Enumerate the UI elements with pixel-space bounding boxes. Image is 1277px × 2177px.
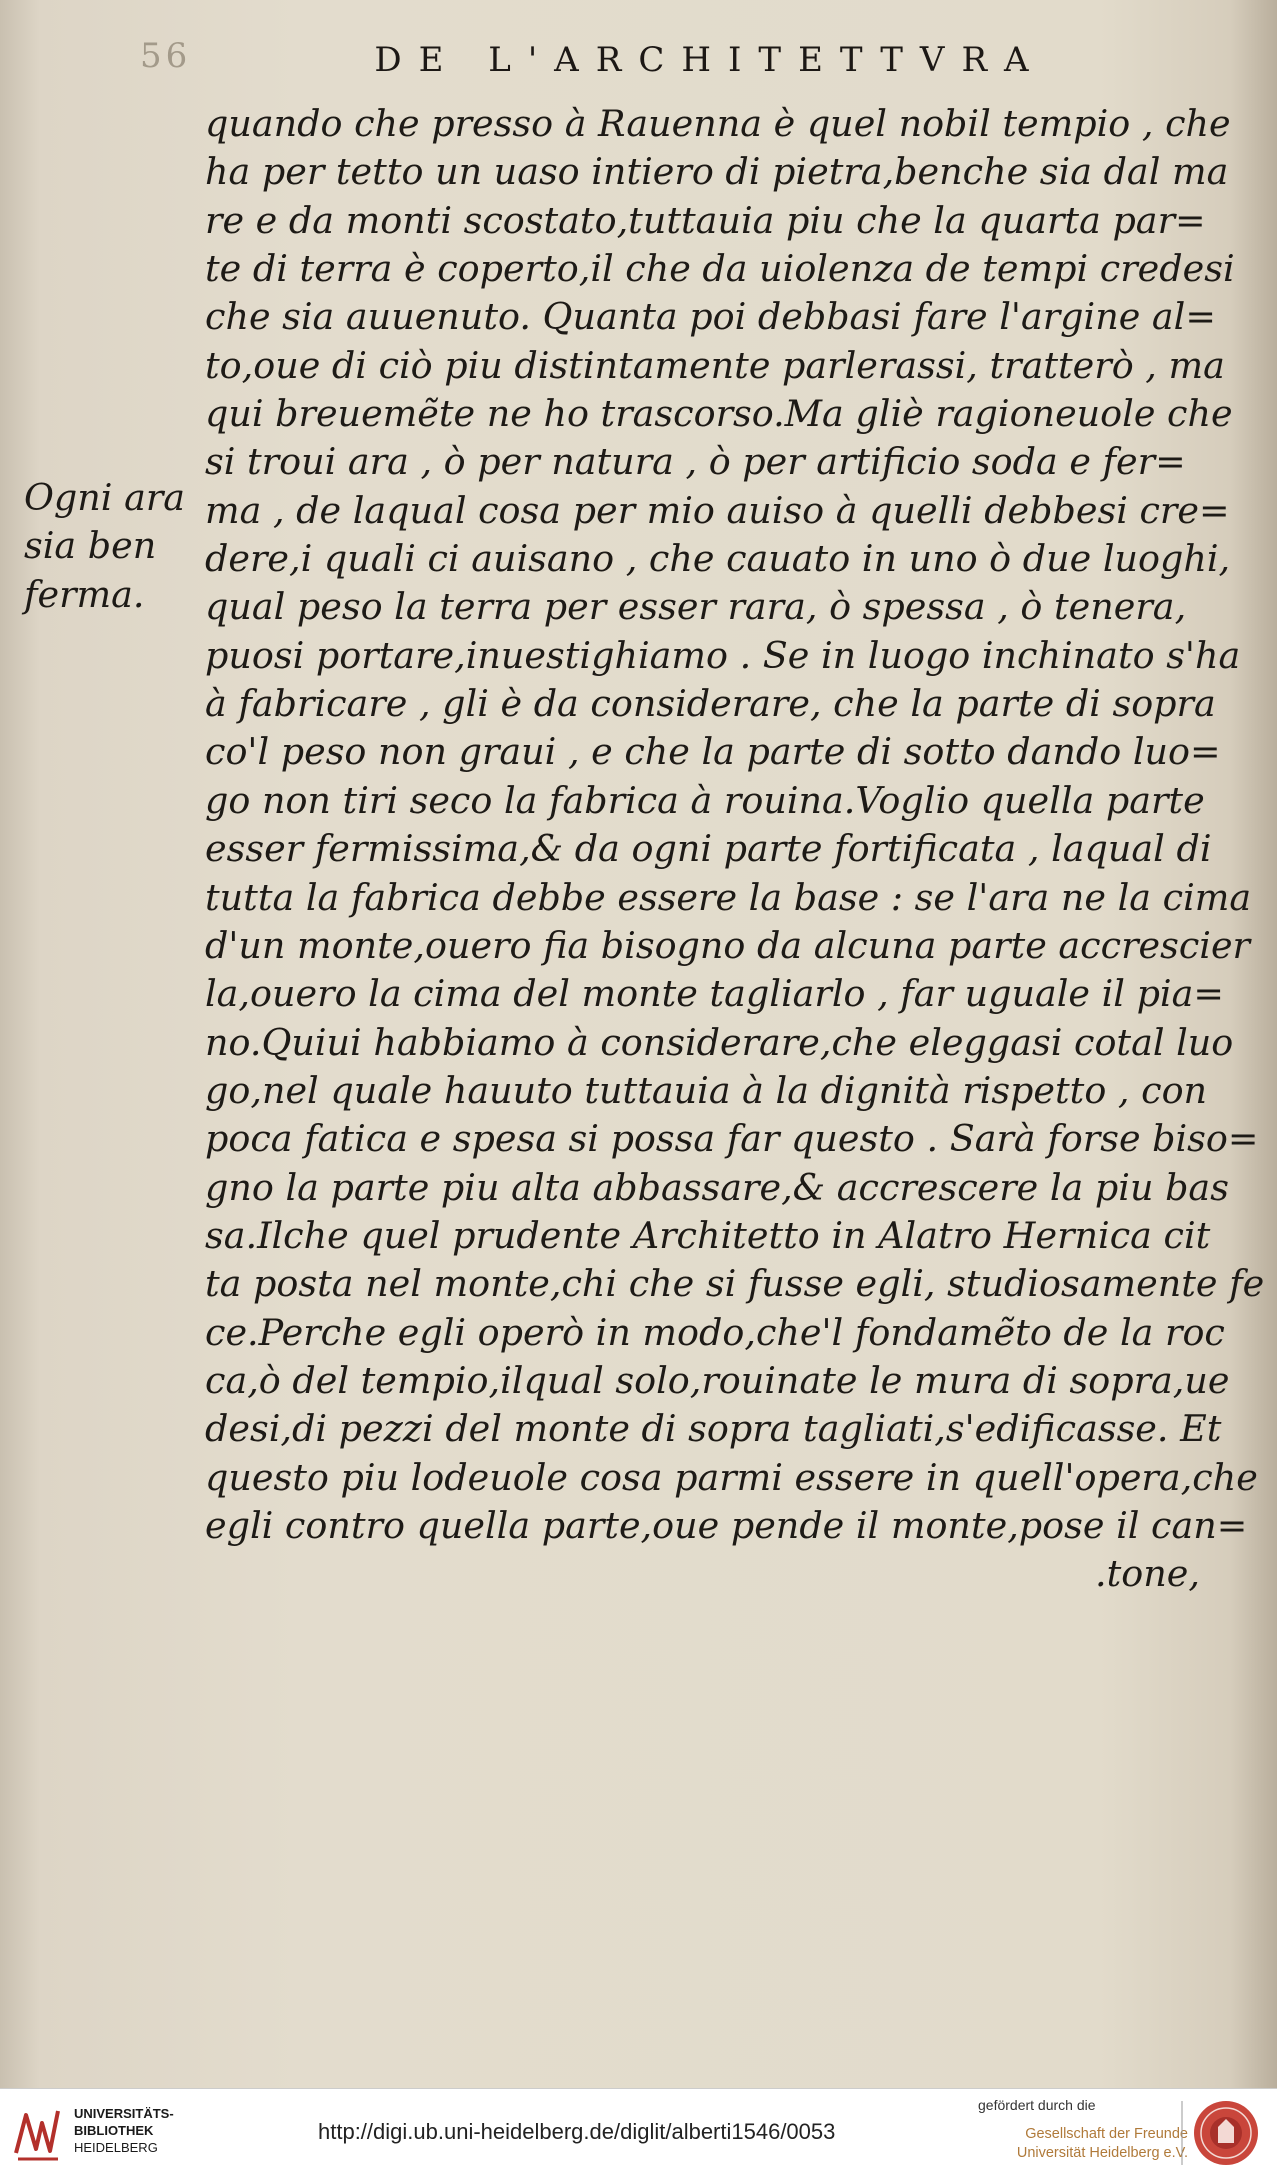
sponsor-name-line: Universität Heidelberg e.V. <box>1016 2145 1188 2161</box>
text-line: go non tiri seco la fabrica à rouina.Voglio quella parte <box>205 778 1205 822</box>
text-line: dere,i quali ci auisano , che cauato in uno ò due luoghi, <box>205 537 1231 581</box>
library-name-line: BIBLIOTHEK <box>74 2123 154 2138</box>
text-line: si troui ara , ò per natura , ò per artificio soda e fer= <box>205 440 1186 484</box>
text-line: qual peso la terra per esser rara, ò spessa , ò tenera, <box>205 585 1187 629</box>
text-line: quando che presso à Rauenna è quel nobil tempio , che <box>205 102 1231 145</box>
text-line: d'un monte,ouero fia bisogno da alcuna parte accrescier <box>205 923 1251 967</box>
sponsor-name-line: Gesellschaft der Freunde <box>1025 2126 1188 2142</box>
text-line: ma , de laqual cosa per mio auiso à quelli debbesi cre= <box>205 488 1230 532</box>
text-line: ce.Perche egli operò in modo,che'l fondamẽto de la roc <box>205 1310 1225 1354</box>
library-name[interactable] <box>74 2105 174 2156</box>
text-line: questo piu lodeuole cosa parmi essere in quell'opera,che <box>205 1455 1258 1499</box>
text-line: egli contro quella parte,oue pende il monte,pose il can= <box>205 1503 1248 1547</box>
margin-note-line: ferma. <box>24 572 145 616</box>
footer-bar <box>0 2088 1277 2177</box>
text-line: qui breuemẽte ne ho trascorso.Ma gliè ragioneuole che <box>205 392 1233 436</box>
text-line: che sia auuenuto. Quanta poi debbasi fare l'argine al= <box>205 295 1216 339</box>
faint-page-number: 56 <box>140 36 192 76</box>
text-line: desi,di pezzi del monte di sopra tagliati,s'edificasse. Et <box>205 1407 1222 1451</box>
text-line: tutta la fabrica debbe essere la base : se l'ara ne la cima <box>205 875 1252 919</box>
running-head: DE L'ARCHITETTVRA <box>374 40 1046 80</box>
document-url[interactable]: http://digi.ub.uni-heidelberg.de/diglit/alberti1546/0053 <box>318 2119 836 2144</box>
university-library-logo-icon[interactable] <box>12 2103 64 2163</box>
text-line: te di terra è coperto,il che da uiolenza de tempi credesi <box>205 247 1235 291</box>
margin-note-line: Ogni ara <box>24 476 186 519</box>
library-name-line: HEIDELBERG <box>74 2140 158 2155</box>
text-line: poca fatica e spesa si possa far questo . Sarà forse biso= <box>205 1117 1259 1161</box>
text-line: ha per tetto un uaso intiero di pietra,benche sia dal ma <box>205 150 1229 194</box>
text-line: to,oue di ciò piu distintamente parlerassi, tratterò , ma <box>205 343 1225 387</box>
text-line: ca,ò del tempio,ilqual solo,rouinate le mura di sopra,ue <box>205 1358 1230 1402</box>
text-line: re e da monti scostato,tuttauia piu che la quarta par= <box>205 198 1206 242</box>
text-line: sa.Ilche quel prudente Architetto in Alatro Hernica cit <box>205 1213 1211 1257</box>
margin-note <box>24 474 204 619</box>
text-line: gno la parte piu alta abbassare,& accrescere la piu bas <box>205 1165 1229 1209</box>
body-text <box>205 100 1265 1599</box>
catchword: .tone, <box>1095 1552 1200 1596</box>
sponsor-name[interactable] <box>978 2125 1188 2163</box>
text-line: à fabricare , gli è da considerare, che la parte di sopra <box>205 682 1216 726</box>
text-line: go,nel quale hauuto tuttauia à la dignità rispetto , con <box>205 1068 1208 1112</box>
sponsor-label: gefördert durch die <box>978 2097 1096 2113</box>
text-line: la,ouero la cima del monte tagliarlo , far uguale il pia= <box>205 972 1224 1016</box>
text-line: puosi portare,inuestighiamo . Se in luogo inchinato s'ha <box>205 633 1241 677</box>
library-name-line: UNIVERSITÄTS- <box>74 2106 174 2121</box>
text-line: esser fermissima,& da ogni parte fortificata , laqual di <box>205 827 1212 871</box>
text-line: no.Quiui habbiamo à considerare,che eleggasi cotal luo <box>205 1020 1234 1064</box>
text-line: ta posta nel monte,chi che si fusse egli, studiosamente fe <box>205 1262 1265 1306</box>
margin-note-line: sia ben <box>24 524 157 568</box>
text-line: co'l peso non graui , e che la parte di sotto dando luo= <box>205 730 1221 774</box>
university-seal-icon[interactable] <box>1178 2097 1262 2169</box>
